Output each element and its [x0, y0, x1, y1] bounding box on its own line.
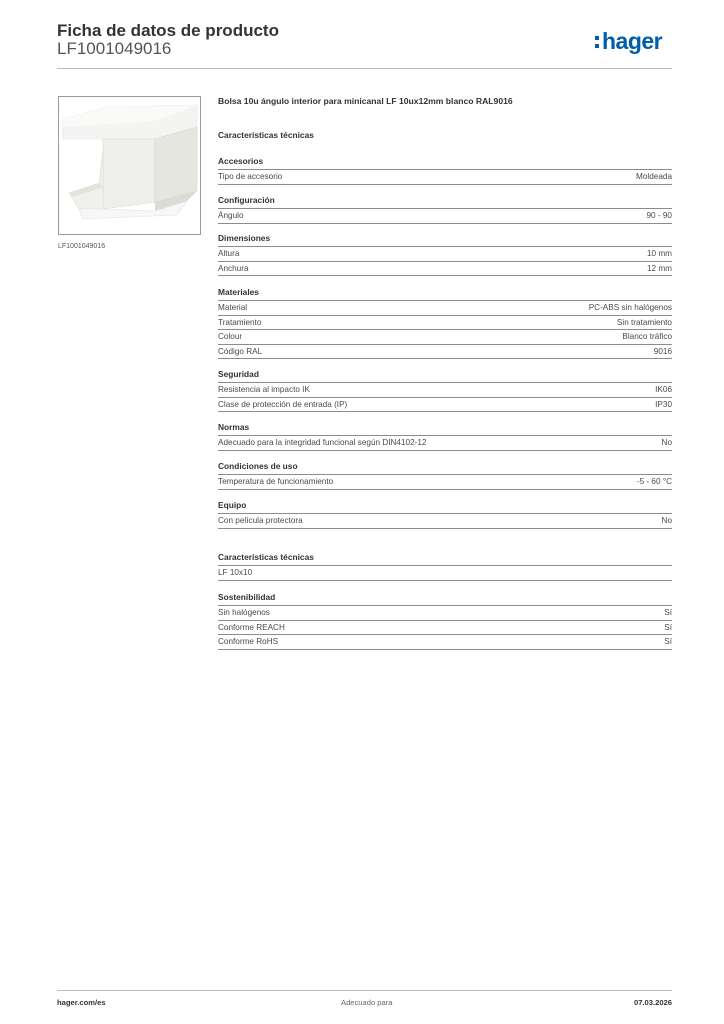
- section-title: Equipo: [218, 500, 247, 510]
- spec-value: No: [661, 516, 672, 526]
- footer-note: Adecuado para: [341, 998, 393, 1007]
- spec-label: Altura: [218, 249, 240, 259]
- spec-row: [218, 435, 672, 450]
- spec-label: Temperatura de funcionamiento: [218, 477, 334, 487]
- spec-label: Resistencia al impacto IK: [218, 385, 310, 395]
- spec-label: Ángulo: [218, 211, 244, 221]
- spec-label: Clase de protección de entrada (IP): [218, 399, 348, 409]
- spec-row: [218, 474, 672, 489]
- spec-value: -5 - 60 °C: [636, 477, 672, 487]
- spec-row: [218, 315, 672, 330]
- logo-dots-icon: [595, 36, 599, 48]
- section-title: Sostenibilidad: [218, 592, 276, 602]
- spec-row: [218, 620, 672, 635]
- section-title: Materiales: [218, 287, 259, 297]
- image-caption: LF1001049016: [58, 243, 106, 250]
- section-bottom-rule: [218, 184, 672, 185]
- spec-row: [218, 634, 672, 649]
- spec-value: Sin tratamiento: [616, 317, 672, 327]
- spec-label: Anchura: [218, 263, 249, 273]
- product-image: [58, 96, 201, 235]
- section-title: Configuración: [218, 195, 275, 205]
- spec-row: [218, 329, 672, 344]
- spec-row: [218, 344, 672, 359]
- section-title: Dimensiones: [218, 233, 271, 243]
- spec-label: Con película protectora: [218, 516, 303, 526]
- product-title: Bolsa 10u ángulo interior para minicanal LF 10ux12mm blanco RAL9016: [218, 96, 513, 106]
- section-bottom-rule: [218, 223, 672, 224]
- spec-value: Sí: [664, 622, 672, 632]
- section-bottom-rule: [218, 580, 672, 581]
- spec-row: [218, 208, 672, 223]
- spec-value: IK06: [655, 385, 672, 395]
- spec-label: Sin halógenos: [218, 608, 270, 618]
- interior-angle-product-photo-icon: [59, 97, 200, 234]
- spec-label: LF 10x10: [218, 568, 253, 578]
- spec-row: [218, 169, 672, 184]
- page-title: Ficha de datos de producto: [57, 21, 279, 40]
- section-title: Características técnicas: [218, 130, 314, 140]
- spec-label: Código RAL: [218, 346, 263, 356]
- section-bottom-rule: [218, 275, 672, 276]
- product-code: LF1001049016: [57, 39, 172, 58]
- spec-row: [218, 513, 672, 528]
- section-title: Seguridad: [218, 369, 259, 379]
- spec-label: Colour: [218, 332, 243, 342]
- spec-value: No: [661, 438, 672, 448]
- logo-text: hager: [602, 27, 663, 54]
- section-bottom-rule: [218, 489, 672, 490]
- spec-row: [218, 246, 672, 261]
- spec-value: Blanco tráfico: [622, 332, 672, 342]
- section-bottom-rule: [218, 528, 672, 529]
- section-title: Características técnicas: [218, 552, 314, 562]
- footer-date: 07.03.2026: [633, 998, 672, 1007]
- spec-row: [218, 382, 672, 397]
- section-title: Accesorios: [218, 156, 264, 166]
- section-bottom-rule: [218, 649, 672, 650]
- footer-website[interactable]: hager.com/es: [57, 998, 106, 1007]
- spec-value: 90 - 90: [646, 211, 672, 221]
- spec-label: Conforme REACH: [218, 622, 285, 632]
- section-title: Normas: [218, 422, 250, 432]
- section-bottom-rule: [218, 450, 672, 451]
- spec-row: [218, 605, 672, 620]
- spec-value: Moldeada: [636, 172, 672, 182]
- spec-value: PC-ABS sin halógenos: [588, 303, 672, 313]
- spec-value: 12 mm: [646, 263, 672, 273]
- footer-divider: [57, 990, 672, 991]
- section-title: Condiciones de uso: [218, 461, 298, 471]
- spec-value: 9016: [653, 346, 672, 356]
- spec-label: Conforme RoHS: [218, 637, 279, 647]
- spec-label: Tratamiento: [218, 317, 262, 327]
- spec-row: [218, 261, 672, 276]
- spec-value: IP30: [655, 399, 672, 409]
- spec-label: Adecuado para la integridad funcional según DIN4102-12: [218, 438, 427, 448]
- spec-label: Material: [218, 303, 248, 313]
- spec-value: Sí: [664, 637, 672, 647]
- header-divider: [57, 68, 672, 69]
- spec-row: [218, 397, 672, 412]
- hager-logo: [595, 28, 662, 54]
- spec-row: [218, 565, 672, 580]
- spec-value: Sí: [664, 608, 672, 618]
- spec-value: 10 mm: [646, 249, 672, 259]
- spec-label: Tipo de accesorio: [218, 172, 283, 182]
- section-bottom-rule: [218, 358, 672, 359]
- section-bottom-rule: [218, 411, 672, 412]
- spec-row: [218, 300, 672, 315]
